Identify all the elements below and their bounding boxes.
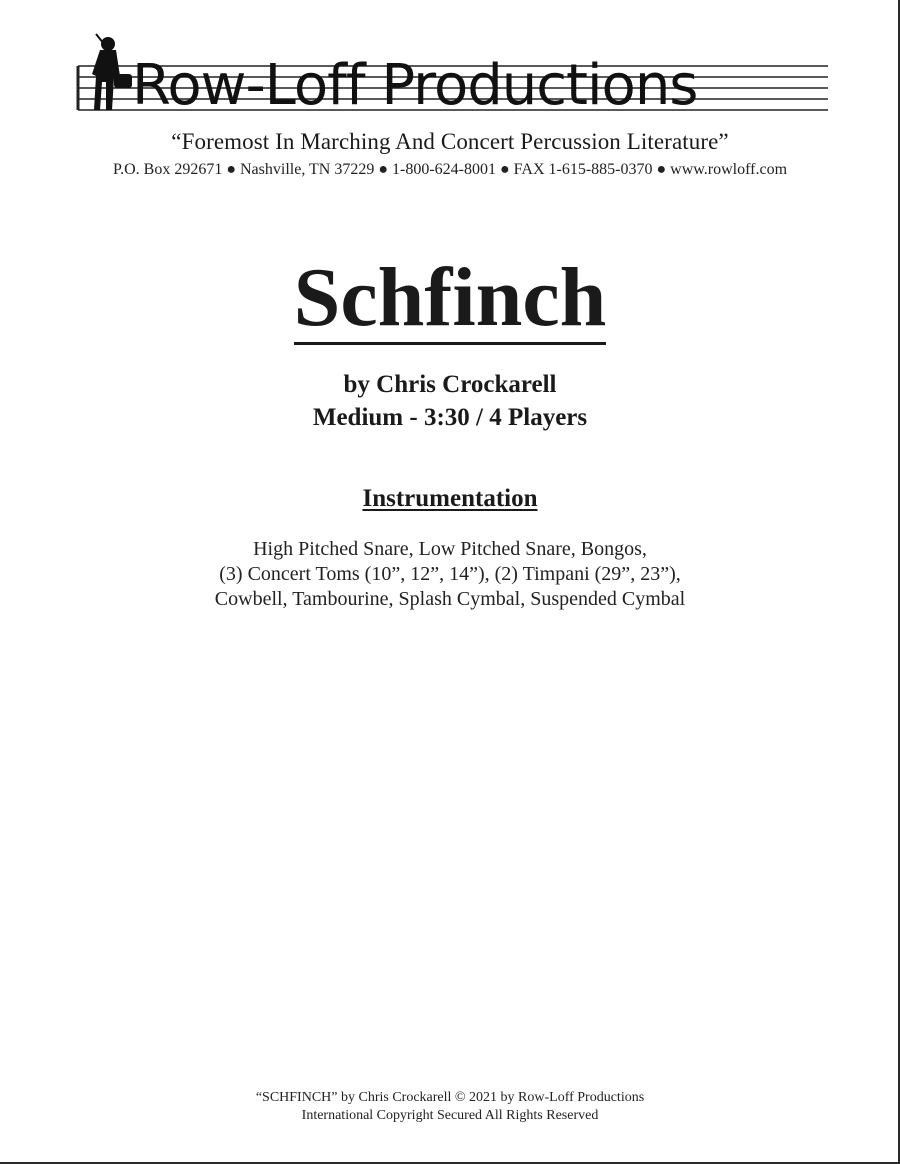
logo-text: Row-Loff Productions xyxy=(132,53,698,118)
instrumentation-heading xyxy=(0,485,900,513)
publisher-tagline: “Foremost In Marching And Concert Percussion Literature” xyxy=(171,129,729,154)
publisher-logo xyxy=(70,30,830,120)
rights-line: International Copyright Secured All Rights Reserved xyxy=(301,1108,599,1123)
byline-block xyxy=(0,368,900,434)
instrumentation-line: Cowbell, Tambourine, Splash Cymbal, Suspended Cymbal xyxy=(214,588,686,610)
instrumentation-list xyxy=(0,537,900,612)
composer-credit: by Chris Crockarell xyxy=(343,371,557,398)
instrumentation-heading-text: Instrumentation xyxy=(362,485,538,512)
instrumentation-line: High Pitched Snare, Low Pitched Snare, Bongos, xyxy=(253,538,647,560)
piece-title xyxy=(0,251,900,345)
instrumentation-line: (3) Concert Toms (10”, 12”, 14”), (2) Timpani (29”, 23”), xyxy=(219,563,681,585)
piece-title-text: Schfinch xyxy=(293,251,607,344)
copyright-line: “SCHFINCH” by Chris Crockarell © 2021 by Row-Loff Productions xyxy=(255,1090,645,1105)
piece-details: Medium - 3:30 / 4 Players xyxy=(312,404,588,431)
copyright-footer xyxy=(0,1089,900,1125)
publisher-contact-info: P.O. Box 292671 ● Nashville, TN 37229 ● 1-800-624-8001 ● FAX 1-615-885-0370 ● www.rowloff.com xyxy=(112,161,788,178)
